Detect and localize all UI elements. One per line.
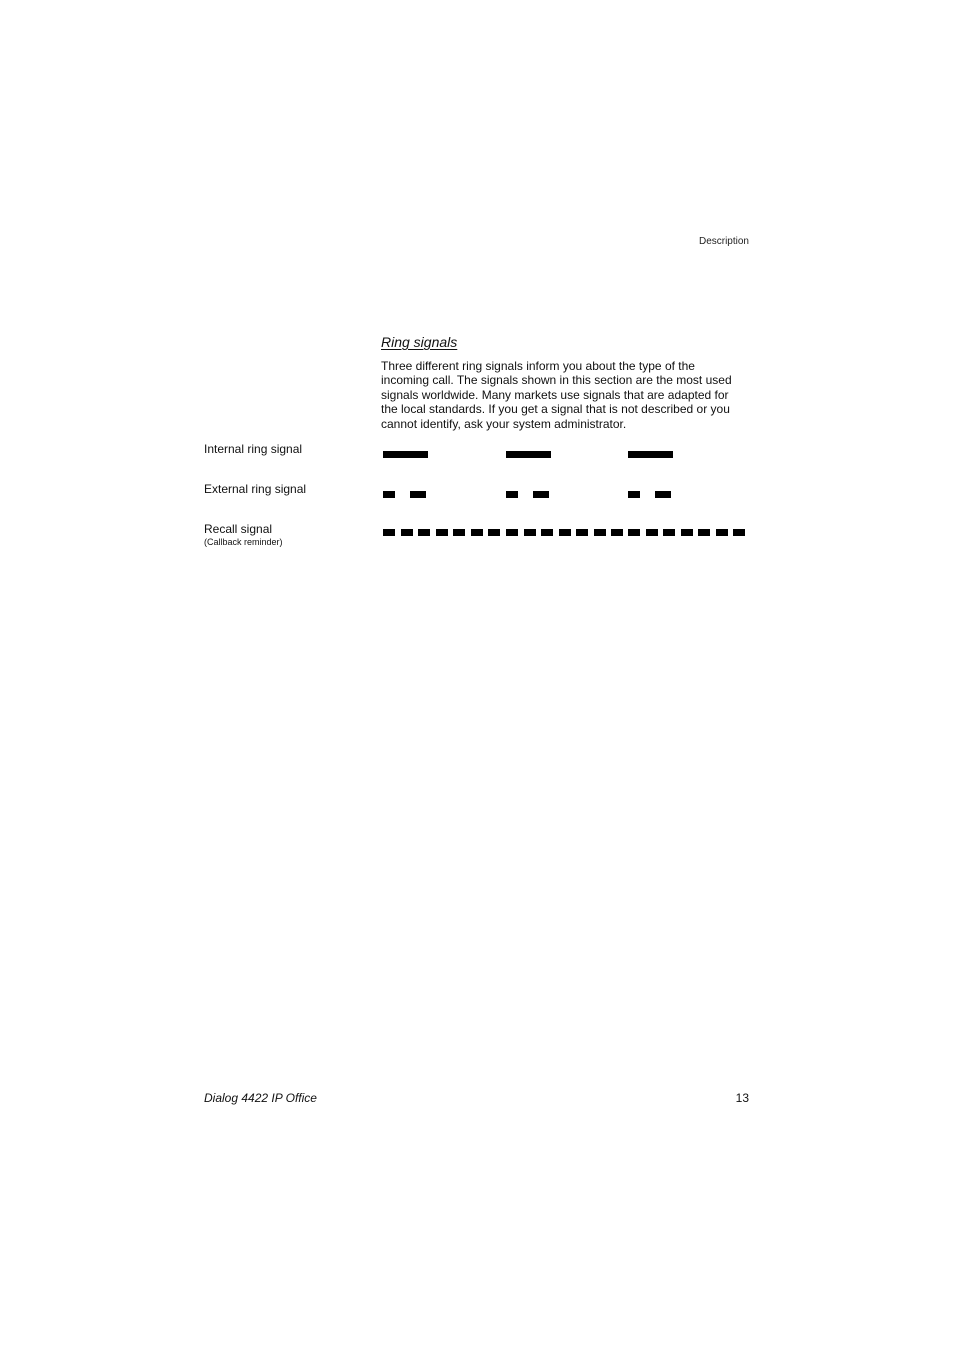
signal-pulse (628, 529, 640, 536)
intro-line: the local standards. If you get a signal that is not described or you (381, 402, 730, 417)
internal-signal-pattern (383, 451, 753, 459)
intro-line: incoming call. The signals shown in this section are the most used (381, 373, 732, 388)
signal-pulse (410, 491, 426, 498)
recall-signal-pattern (383, 529, 753, 537)
signal-pulse (418, 529, 430, 536)
page-number: 13 (735, 1091, 749, 1105)
external-signal-pattern (383, 491, 753, 499)
signal-pulse (383, 451, 428, 458)
signal-pulse (383, 491, 395, 498)
signal-pulse (533, 491, 549, 498)
intro-line: cannot identify, ask your system administrator. (381, 416, 627, 431)
signal-pulse (524, 529, 536, 536)
signal-pulse (681, 529, 693, 536)
recall-signal-label (204, 522, 283, 548)
intro-line: signals worldwide. Many markets use signals that are adapted for (381, 387, 729, 402)
signal-pulse (471, 529, 483, 536)
signal-pulse (628, 451, 673, 458)
signal-pulse (506, 451, 551, 458)
signal-pulse (488, 529, 500, 536)
internal-signal-label (204, 442, 302, 456)
intro-paragraph (381, 359, 753, 431)
footer-product-title: Dialog 4422 IP Office (204, 1091, 317, 1105)
running-header: Description (698, 236, 749, 247)
signal-pulse (663, 529, 675, 536)
signal-label-text: External ring signal (204, 482, 307, 496)
signal-pulse (383, 529, 395, 536)
signal-pulse (716, 529, 728, 536)
signal-pulse (655, 491, 671, 498)
section-title: Ring signals (381, 334, 458, 350)
signal-pulse (559, 529, 571, 536)
signal-pulse (733, 529, 745, 536)
signal-pulse (401, 529, 413, 536)
signal-pulse (628, 491, 640, 498)
signal-sublabel: (Callback reminder) (204, 537, 283, 547)
intro-line: Three different ring signals inform you about the type of the (381, 359, 695, 373)
signal-pulse (453, 529, 465, 536)
signal-pulse (646, 529, 658, 536)
signal-pulse (576, 529, 588, 536)
signal-pulse (436, 529, 448, 536)
signal-pulse (506, 529, 518, 536)
external-signal-label (204, 482, 306, 496)
signal-pulse (698, 529, 710, 536)
signal-pulse (594, 529, 606, 536)
signal-pulse (541, 529, 553, 536)
signal-pulse (506, 491, 518, 498)
signal-label-text: Recall signal (204, 522, 273, 536)
signal-label-text: Internal ring signal (204, 442, 303, 456)
signal-pulse (611, 529, 623, 536)
